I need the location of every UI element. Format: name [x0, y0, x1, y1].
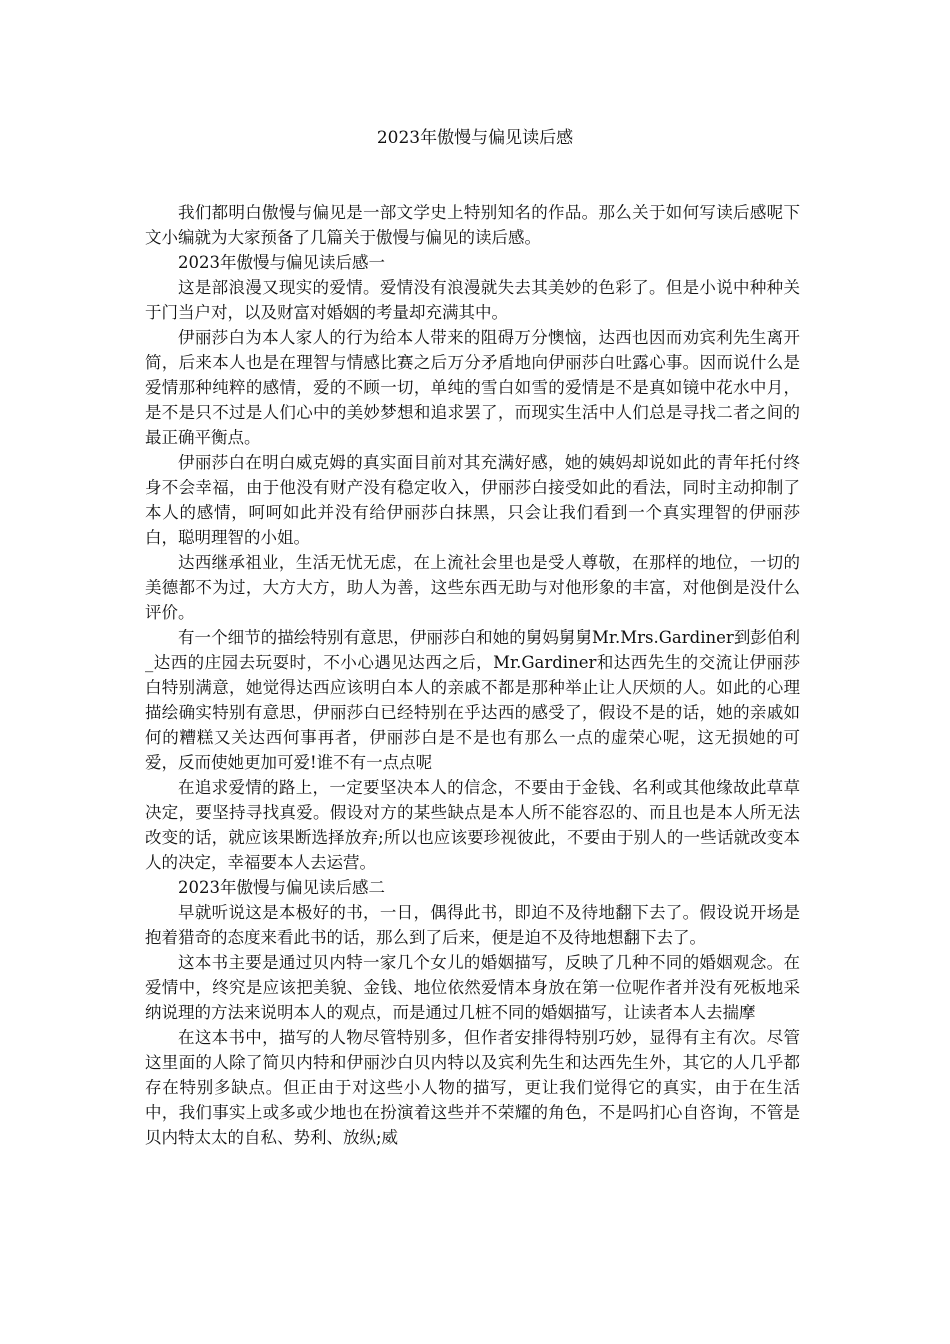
document-title: 2023年傲慢与偏见读后感	[376, 128, 574, 148]
paragraph: 这是部浪漫又现实的爱情。爱情没有浪漫就失去其美妙的色彩了。但是小说中种种关于门当户对，以及财富对婚姻的考量却充满其中。	[145, 278, 800, 322]
section-heading-two: 2023年傲慢与偏见读后感二	[178, 878, 385, 897]
paragraph: 在追求爱情的路上，一定要坚决本人的信念，不要由于金钱、名利或其他缘故此草草决定，要坚持寻找真爱。假设对方的某些缺点是本人所不能容忍的、而且也是本人所无法改变的话，就应该果断选择放弃;所以也应该要珍视彼此，不要由于别人的一些话就改变本人的决定，幸福要本人去运营。	[145, 778, 800, 872]
paragraph: 伊丽莎白为本人家人的行为给本人带来的阻碍万分懊恼，达西也因而劝宾利先生离开简，后来本人也是在理智与情感比赛之后万分矛盾地向伊丽莎白吐露心事。因而说什么是爱情那种纯粹的感情，爱的不顾一切，单纯的雪白如雪的爱情是不是真如镜中花水中月，是不是只不过是人们心中的美妙梦想和追求罢了，而现实生活中人们总是寻找二者之间的最正确平衡点。	[145, 328, 800, 447]
paragraph-intro: 我们都明白傲慢与偏见是一部文学史上特别知名的作品。那么关于如何写读后感呢下文小编就为大家预备了几篇关于傲慢与偏见的读后感。	[145, 203, 800, 247]
paragraph: 达西继承祖业，生活无忧无虑，在上流社会里也是受人尊敬，在那样的地位，一切的美德都不为过，大方大方，助人为善，这些东西无助与对他形象的丰富，对他倒是没什么评价。	[145, 553, 800, 622]
paragraph: 这本书主要是通过贝内特一家几个女儿的婚姻描写，反映了几种不同的婚姻观念。在爱情中，终究是应该把美貌、金钱、地位依然爱情本身放在第一位呢作者并没有死板地采纳说理的方法来说明本人的观点，而是通过几桩不同的婚姻描写，让读者本人去揣摩	[145, 953, 800, 1022]
paragraph: 伊丽莎白在明白威克姆的真实面目前对其充满好感，她的姨妈却说如此的青年托付终身不会幸福，由于他没有财产没有稳定收入，伊丽莎白接受如此的看法，同时主动抑制了本人的感情，呵呵如此并没有给伊丽莎白抹黑，只会让我们看到一个真实理智的伊丽莎白，聪明理智的小姐。	[145, 453, 800, 547]
paragraph: 有一个细节的描绘特别有意思，伊丽莎白和她的舅妈舅舅Mr.Mrs.Gardiner到彭伯利_达西的庄园去玩耍时，不小心遇见达西之后，Mr.Gardiner和达西先生的交流让伊丽莎白特别满意，她觉得达西应该明白本人的亲戚不都是那种举止让人厌烦的人。如此的心理描绘确实特别有意思，伊丽莎白已经特别在乎达西的感受了，假设不是的话，她的亲戚如何的糟糕又关达西何事再者，伊丽莎白是不是也有那么一点的虚荣心呢，这无损她的可爱，反而使她更加可爱!谁不有一点点呢	[145, 628, 800, 772]
document-body	[145, 200, 800, 1150]
paragraph: 在这本书中，描写的人物尽管特别多，但作者安排得特别巧妙，显得有主有次。尽管这里面的人除了简贝内特和伊丽沙白贝内特以及宾利先生和达西先生外，其它的人几乎都存在特别多缺点。但正由于对这些小人物的描写，更让我们觉得它的真实，由于在生活中，我们事实上或多或少地也在扮演着这些并不荣耀的角色，不是吗扪心自咨询，不管是贝内特太太的自私、势利、放纵;威	[145, 1028, 800, 1147]
paragraph: 早就听说这是本极好的书，一日，偶得此书，即迫不及待地翻下去了。假设说开场是抱着猎奇的态度来看此书的话，那么到了后来，便是迫不及待地想翻下去了。	[145, 903, 800, 947]
section-heading-one: 2023年傲慢与偏见读后感一	[178, 253, 385, 272]
